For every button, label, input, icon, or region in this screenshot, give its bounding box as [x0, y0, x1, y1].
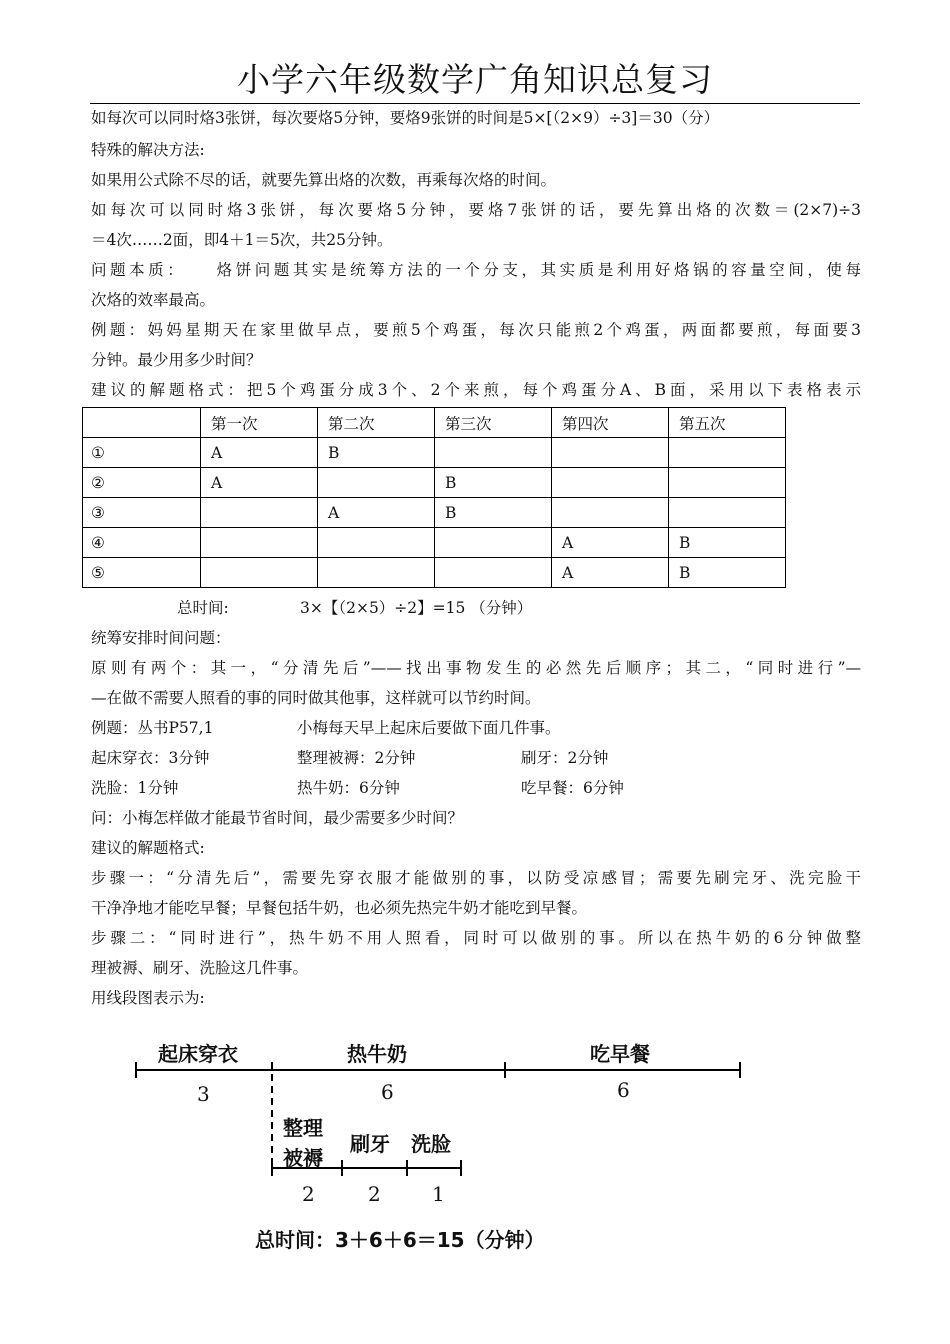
paragraph-10-ref: 例题：丛书P57,1 — [91, 719, 214, 737]
table-row — [83, 498, 786, 528]
value-heat-milk: 6 — [381, 1080, 394, 1104]
paragraph-10-text: 小梅每天早上起床后要做下面几件事。 — [297, 719, 561, 737]
paragraph-3: 如果用公式除不尽的话，就要先算出烙的次数，再乘每次烙的时间。 — [91, 171, 557, 189]
table-header-cell — [83, 408, 201, 438]
paragraph-15: 用线段图表示为: — [91, 989, 205, 1007]
table-cell: A — [318, 498, 435, 528]
total-time-label: 总时间: — [177, 599, 229, 617]
table-cell: A — [201, 468, 318, 498]
paragraph-9-line-1: 原则有两个：其一，“分清先后”——找出事物发生的必然先后顺序；其二，“同时进行”— — [91, 659, 861, 677]
table-row — [83, 558, 786, 588]
task-item: 热牛奶：6分钟 — [297, 779, 400, 797]
table-cell — [201, 498, 318, 528]
task-item: 整理被褥：2分钟 — [297, 749, 416, 767]
table-cell: B — [435, 468, 552, 498]
total-time-formula: 3×【（2×5）÷2】=15 （分钟） — [300, 599, 533, 617]
paragraph-14-line-2: 理被褥、刷牙、洗脸这几件事。 — [91, 959, 309, 977]
table-cell: B — [669, 528, 786, 558]
paragraph-1: 如每次可以同时烙3张饼，每次要烙5分钟，要烙9张饼的时间是5×[（2×9）÷3]＝30（分） — [91, 109, 720, 127]
paragraph-4-line-2: ＝4次……2面，即4＋1＝5次，共25分钟。 — [91, 231, 393, 249]
table-cell: A — [552, 558, 669, 588]
table-header-cell: 第一次 — [201, 408, 318, 438]
paragraph-4-line-1: 如每次可以同时烙3张饼，每次要烙5分钟，要烙7张饼的话，要先算出烙的次数＝(2×7)÷3 — [91, 201, 861, 219]
value-breakfast: 6 — [617, 1078, 630, 1102]
diagram-total-time: 总时间：3＋6＋6＝15（分钟） — [255, 1228, 545, 1252]
table-cell — [435, 528, 552, 558]
page-title: 小学六年级数学广角知识总复习 — [237, 60, 713, 99]
value-make-bed: 2 — [302, 1182, 315, 1206]
paragraph-6-line-2: 分钟。最少用多少时间？ — [91, 351, 262, 369]
task-item: 起床穿衣：3分钟 — [91, 749, 210, 767]
table-header-row — [83, 408, 786, 438]
label-wash-face: 洗脸 — [411, 1132, 451, 1156]
table-cell — [201, 558, 318, 588]
table-row — [83, 528, 786, 558]
label-heat-milk: 热牛奶 — [347, 1042, 407, 1066]
paragraph-14-line-1: 步骤二：“同时进行”，热牛奶不用人照看，同时可以做别的事。所以在热牛奶的6分钟做整 — [91, 929, 861, 947]
table-row — [83, 468, 786, 498]
paragraph-5-line-2: 次烙的效率最高。 — [91, 291, 216, 309]
table-cell: B — [435, 498, 552, 528]
table-header-cell: 第三次 — [435, 408, 552, 438]
title-rule — [90, 103, 860, 104]
value-brush-teeth: 2 — [368, 1182, 381, 1206]
table-cell: ④ — [83, 528, 201, 558]
table-cell — [318, 528, 435, 558]
task-item: 吃早餐：6分钟 — [521, 779, 624, 797]
table-cell — [552, 498, 669, 528]
table-cell: B — [669, 558, 786, 588]
label-make-bed-1: 整理 — [283, 1116, 323, 1140]
table-cell: B — [318, 438, 435, 468]
table-cell: A — [552, 528, 669, 558]
value-get-dressed: 3 — [197, 1082, 210, 1106]
paragraph-12: 建议的解题格式: — [91, 839, 205, 857]
paragraph-11: 问：小梅怎样做才能最节省时间，最少需要多少时间？ — [91, 809, 464, 827]
table-cell — [669, 468, 786, 498]
task-item: 刷牙：2分钟 — [521, 749, 609, 767]
paragraph-9-line-2: —在做不需要人照看的事的同时做其他事，这样就可以节约时间。 — [91, 689, 541, 707]
table-cell — [435, 558, 552, 588]
paragraph-8: 统筹安排时间问题： — [91, 629, 231, 647]
table-cell — [318, 558, 435, 588]
label-breakfast: 吃早餐 — [590, 1042, 650, 1066]
table-header-cell: 第四次 — [552, 408, 669, 438]
label-brush-teeth: 刷牙 — [350, 1132, 390, 1156]
table-cell: ③ — [83, 498, 201, 528]
paragraph-13-line-1: 步骤一：“分清先后”，需要先穿衣服才能做别的事，以防受凉感冒；需要先刷完牙、洗完脸干 — [91, 869, 861, 887]
table-cell: ⑤ — [83, 558, 201, 588]
paragraph-5-line-1: 问题本质： 烙饼问题其实是统筹方法的一个分支，其实质是利用好烙锅的容量空间，使每 — [91, 261, 861, 279]
table-header-cell: 第五次 — [669, 408, 786, 438]
paragraph-6-line-1: 例题：妈妈星期天在家里做早点，要煎5个鸡蛋，每次只能煎2个鸡蛋，两面都要煎，每面要3 — [91, 321, 861, 339]
table-cell — [201, 528, 318, 558]
paragraph-2: 特殊的解决方法: — [91, 141, 205, 159]
table-cell — [435, 438, 552, 468]
table-row — [83, 438, 786, 468]
table-cell — [552, 468, 669, 498]
label-make-bed-2: 被褥 — [283, 1146, 323, 1170]
paragraph-7: 建议的解题格式：把5个鸡蛋分成3个、2个来煎，每个鸡蛋分A、B面，采用以下表格表示 — [91, 381, 861, 399]
table-cell: ① — [83, 438, 201, 468]
table-cell — [552, 438, 669, 468]
value-wash-face: 1 — [432, 1182, 445, 1206]
table-cell: A — [201, 438, 318, 468]
task-item: 洗脸：1分钟 — [91, 779, 179, 797]
table-header-cell: 第二次 — [318, 408, 435, 438]
table-cell — [669, 438, 786, 468]
label-get-dressed: 起床穿衣 — [158, 1042, 238, 1066]
table-cell: ② — [83, 468, 201, 498]
egg-schedule-table — [82, 407, 786, 588]
table-cell — [318, 468, 435, 498]
paragraph-13-line-2: 干净净地才能吃早餐；早餐包括牛奶，也必须先热完牛奶才能吃到早餐。 — [91, 899, 588, 917]
line-segment-diagram — [0, 1020, 950, 1260]
table-cell — [669, 498, 786, 528]
